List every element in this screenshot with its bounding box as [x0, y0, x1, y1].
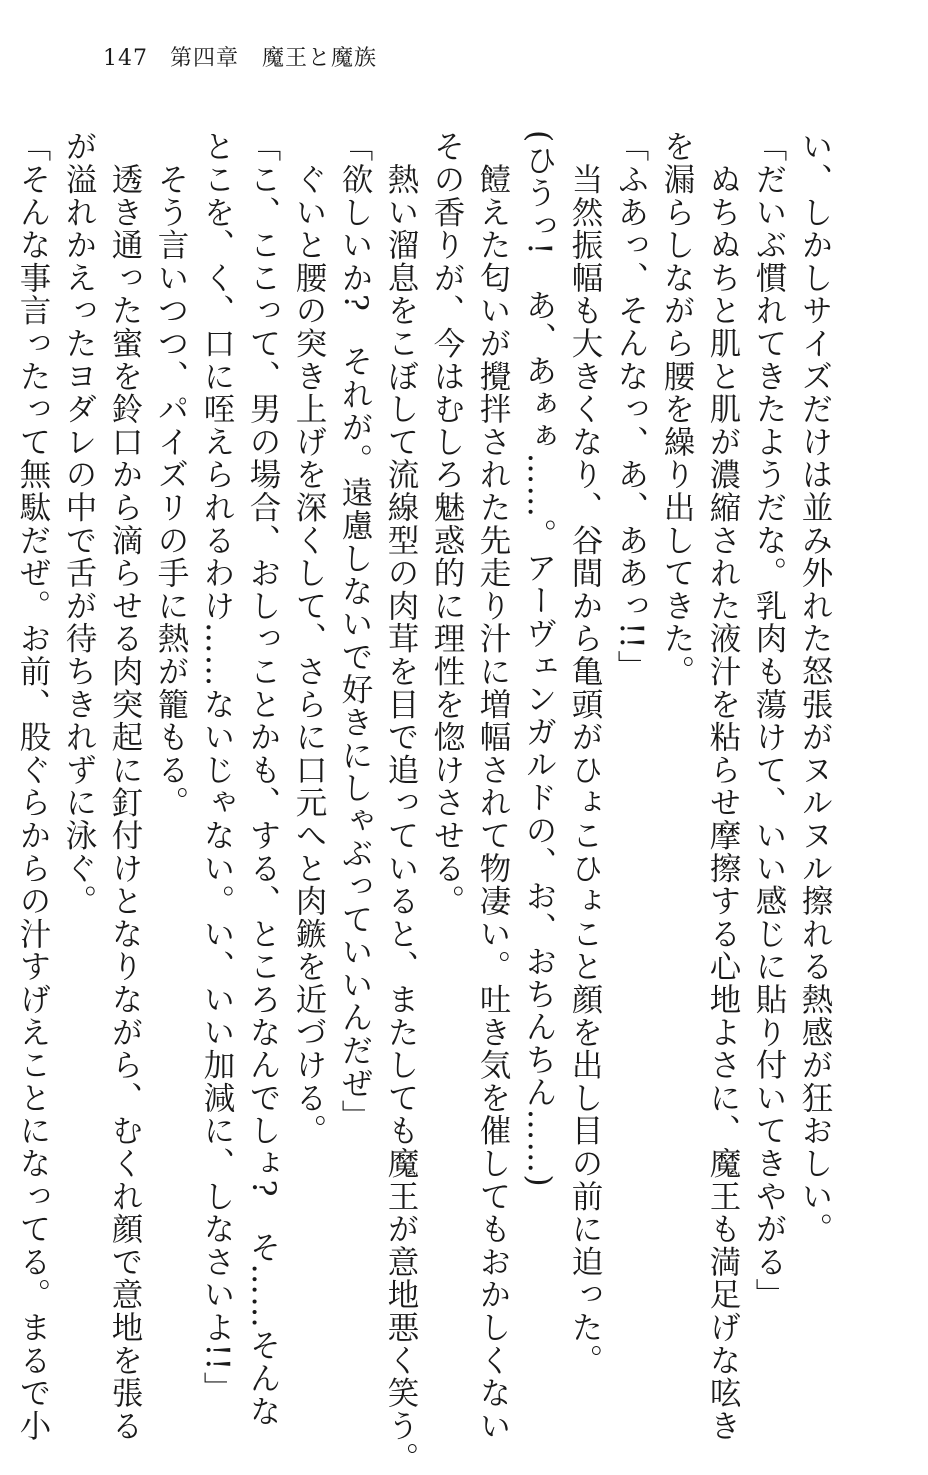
text-line: い、しかしサイズだけは並み外れた怒張がヌルヌル擦れる熱感が狂おしい。: [797, 130, 833, 1246]
text-line: 「だいぶ慣れてきたようだな。乳肉も蕩けて、いい感じに貼り付いてきやがる」: [751, 130, 787, 1311]
text-line: を漏らしながら腰を繰り出してきた。: [659, 130, 695, 688]
text-line: (ひうっ! あ、あぁぁ……。アーヴェンガルドの、お、おちんちん……): [521, 130, 557, 1188]
text-line: が溢れかえったヨダレの中で舌が待ちきれずに泳ぐ。: [61, 130, 97, 918]
vertical-text-body: [15, 130, 838, 1475]
text-line: 「ふあっ、そんなっ、あ、ああっ!!」: [613, 130, 649, 683]
text-line: ぬちぬちと肌と肌が濃縮された液汁を粘らせ摩擦する心地よさに、魔王も満足げな呟き: [705, 130, 741, 1442]
page-number: 147: [103, 46, 148, 71]
text-line: 「こ、ここって、男の場合、おしっことかも、する、ところなんでしょ? そ……そんな: [245, 130, 281, 1428]
text-line: 「そんな事言ったって無駄だぜ。お前、股ぐらからの汁すげえことになってる。まるで小: [15, 130, 51, 1442]
running-header: [103, 48, 377, 70]
chapter-number: 第四章: [170, 46, 240, 71]
text-line: とこを、く、口に咥えられるわけ……ないじゃない。い、いい加減に、しなさいよ!!」: [199, 130, 235, 1405]
text-line: 透き通った蜜を鈴口から滴らせる肉突起に釘付けとなりながら、むくれ顔で意地を張る: [107, 130, 143, 1442]
text-line: その香りが、今はむしろ魅惑的に理性を惚けさせる。: [429, 130, 465, 918]
text-line: ぐいと腰の突き上げを深くして、さらに口元へと肉鏃を近づける。: [291, 130, 327, 1147]
text-line: 饐えた匂いが攪拌された先走り汁に増幅されて物凄い。吐き気を催してもおかしくない: [475, 130, 511, 1442]
text-line: 熱い溜息をこぼして流線型の肉茸を目で追っていると、またしても魔王が意地悪く笑う。: [383, 130, 419, 1475]
chapter-title: 魔王と魔族: [262, 46, 378, 71]
text-line: 当然振幅も大きくなり、谷間から亀頭がひょこひょこと顔を出し目の前に迫った。: [567, 130, 603, 1377]
text-line: 「欲しいか? それが。遠慮しないで好きにしゃぶっていいんだぜ」: [337, 130, 373, 1133]
text-line: そう言いつつ、パイズリの手に熱が籠もる。: [153, 130, 189, 819]
